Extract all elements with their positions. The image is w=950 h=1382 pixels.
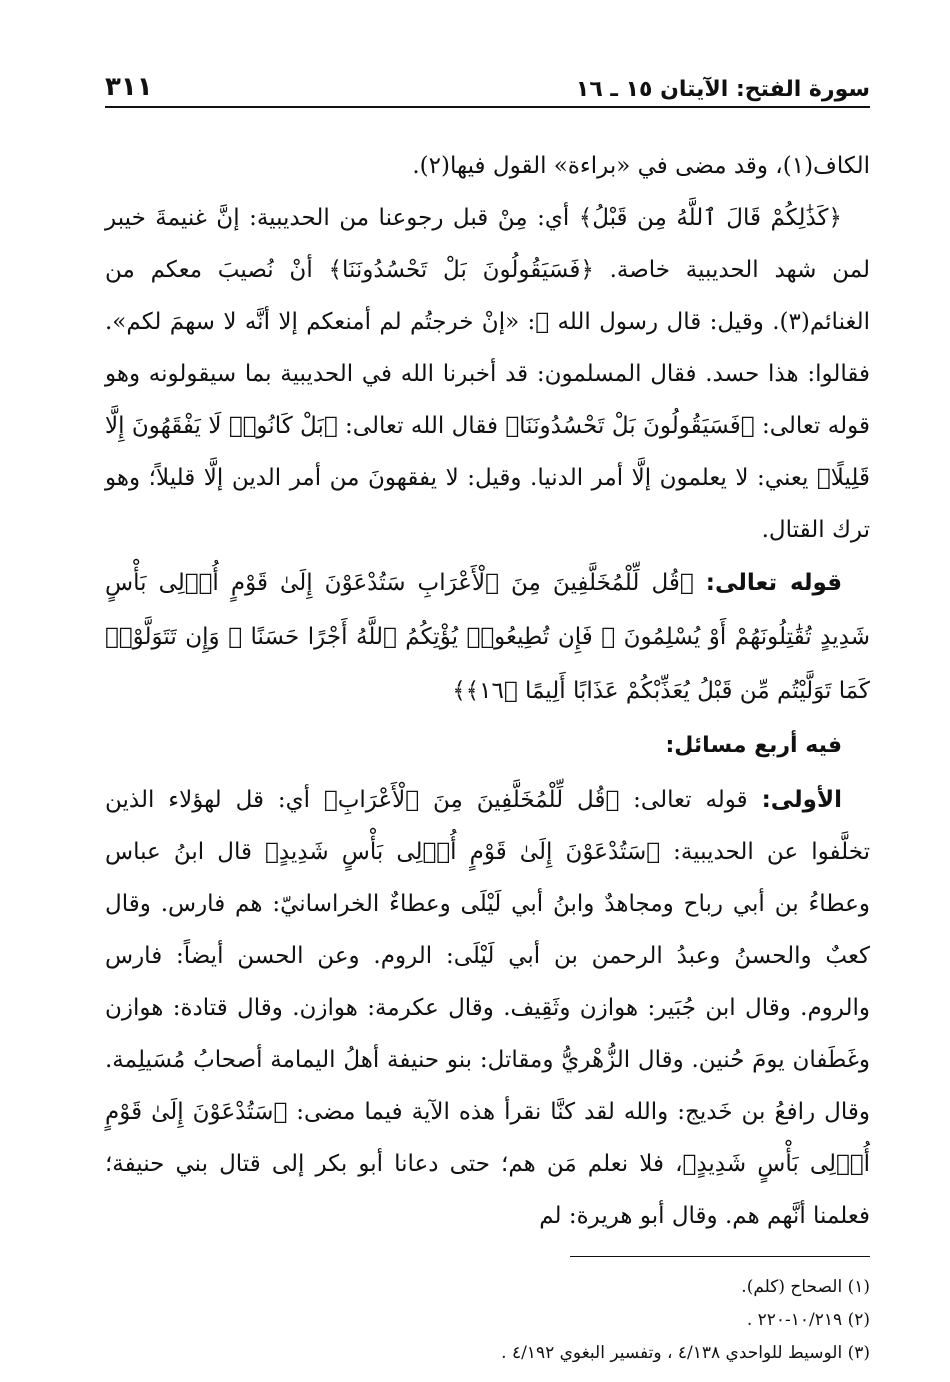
footnotes: [105, 1271, 870, 1370]
footnote-1: (١) الصحاح (كلم).: [741, 1277, 870, 1297]
paragraph-commentary: ﴿كَذَٰلِكُمْ قَالَ ٱللَّهُ مِن قَبْلُ﴾ أي: مِنْ قبل رجوعنا من الحديبية: إنَّ غنيمةَ خيبر لمن شهد الحديبية خاصة. ﴿فَسَيَقُولُونَ بَلْ تَحْسُدُونَنَا﴾ أنْ نُصيبَ معكم من الغنائم(٣). وقيل: قال رسول الله ﷺ: «إنْ خرجتُم لم أمنعكم إلا أنَّه لا سهمَ لكم». فقالوا: هذا حسد. فقال المسلمون: قد أخبرنا الله في الحديبية بما سيقولونه وهو قوله تعالى: ﴿فَسَيَقُولُونَ بَلْ تَحْسُدُونَنَا﴾ فقال الله تعالى: ﴿بَلْ كَانُوا۟ لَا يَفْقَهُونَ إِلَّا قَلِيلًا﴾ يعني: لا يعلمون إلَّا أمر الدنيا. وقيل: لا يفقهونَ من أمر الدين إلَّا قليلاً؛ وهو ترك القتال.: [105, 205, 870, 543]
paragraph-continuation: الكاف(١)، وقد مضى في «براءة» القول فيها(٢).: [412, 153, 870, 179]
footnote-2: (٢) ١٠/٢١٩-٢٢٠ .: [746, 1310, 870, 1330]
verse-block: [105, 556, 870, 718]
verse-lead: قوله تعالى:: [705, 570, 843, 596]
masala-lead: الأولى:: [761, 787, 842, 813]
surah-title: سورة الفتح: الآيتان ١٥ ـ ١٦: [575, 77, 870, 102]
verse-text: ﴿قُل لِّلْمُخَلَّفِينَ مِنَ ٱلْأَعْرَابِ سَتُدْعَوْنَ إِلَىٰ قَوْمٍ أُو۟لِى بَأْسٍ شَدِيدٍ تُقَٰتِلُونَهُمْ أَوْ يُسْلِمُونَ ۖ فَإِن تُطِيعُوا۟ يُؤْتِكُمُ ٱللَّهُ أَجْرًا حَسَنًا ۖ وَإِن تَتَوَلَّوْا۟ كَمَا تَوَلَّيْتُم مِّن قَبْلُ يُعَذِّبْكُمْ عَذَابًا أَلِيمًا ﴿١٦﴾﴾: [105, 570, 870, 704]
footnote-divider: [570, 1256, 870, 1257]
section-heading: فيه أربع مسائل:: [665, 733, 842, 758]
page-number: ٣١١: [105, 72, 153, 102]
footnote-3: (٣) الوسيط للواحدي ٤/١٣٨ ، وتفسير البغوي ٤/١٩٢ .: [501, 1343, 870, 1363]
masala-paragraph: [105, 774, 870, 1242]
running-header: [105, 62, 870, 108]
book-page: [105, 62, 870, 1370]
body-text: [105, 140, 870, 1242]
masala-text: قوله تعالى: ﴿قُل لِّلْمُخَلَّفِينَ مِنَ ٱلْأَعْرَابِ﴾ أي: قل لهؤلاء الذين تخلَّفوا عن الحديبية: ﴿سَتُدْعَوْنَ إِلَىٰ قَوْمٍ أُو۟لِى بَأْسٍ شَدِيدٍ﴾ قال ابنُ عباس وعطاءُ بن أبي رباح ومجاهدٌ وابنُ أبي لَيْلَى وعطاءٌ الخراسانيّ: هم فارس. وقال كعبٌ والحسنُ وعبدُ الرحمن بن أبي لَيْلَى: الروم. وعن الحسن أيضاً: فارس والروم. وقال ابن جُبَير: هوازن وثَقِيف. وقال عكرمة: هوازن. وقال قتادة: هوازن وغَطَفان يومَ حُنين. وقال الزُّهْريُّ ومقاتل: بنو حنيفة أهلُ اليمامة أصحابُ مُسَيلِمة. وقال رافعُ بن خَديج: والله لقد كنَّا نقرأ هذه الآية فيما مضى: ﴿سَتُدْعَوْنَ إِلَىٰ قَوْمٍ أُو۟لِى بَأْسٍ شَدِيدٍ﴾، فلا نعلم مَن هم؛ حتى دعانا أبو بكر إلى قتال بني حنيفة؛ فعلمنا أنَّهم هم. وقال أبو هريرة: لم: [105, 787, 870, 1229]
